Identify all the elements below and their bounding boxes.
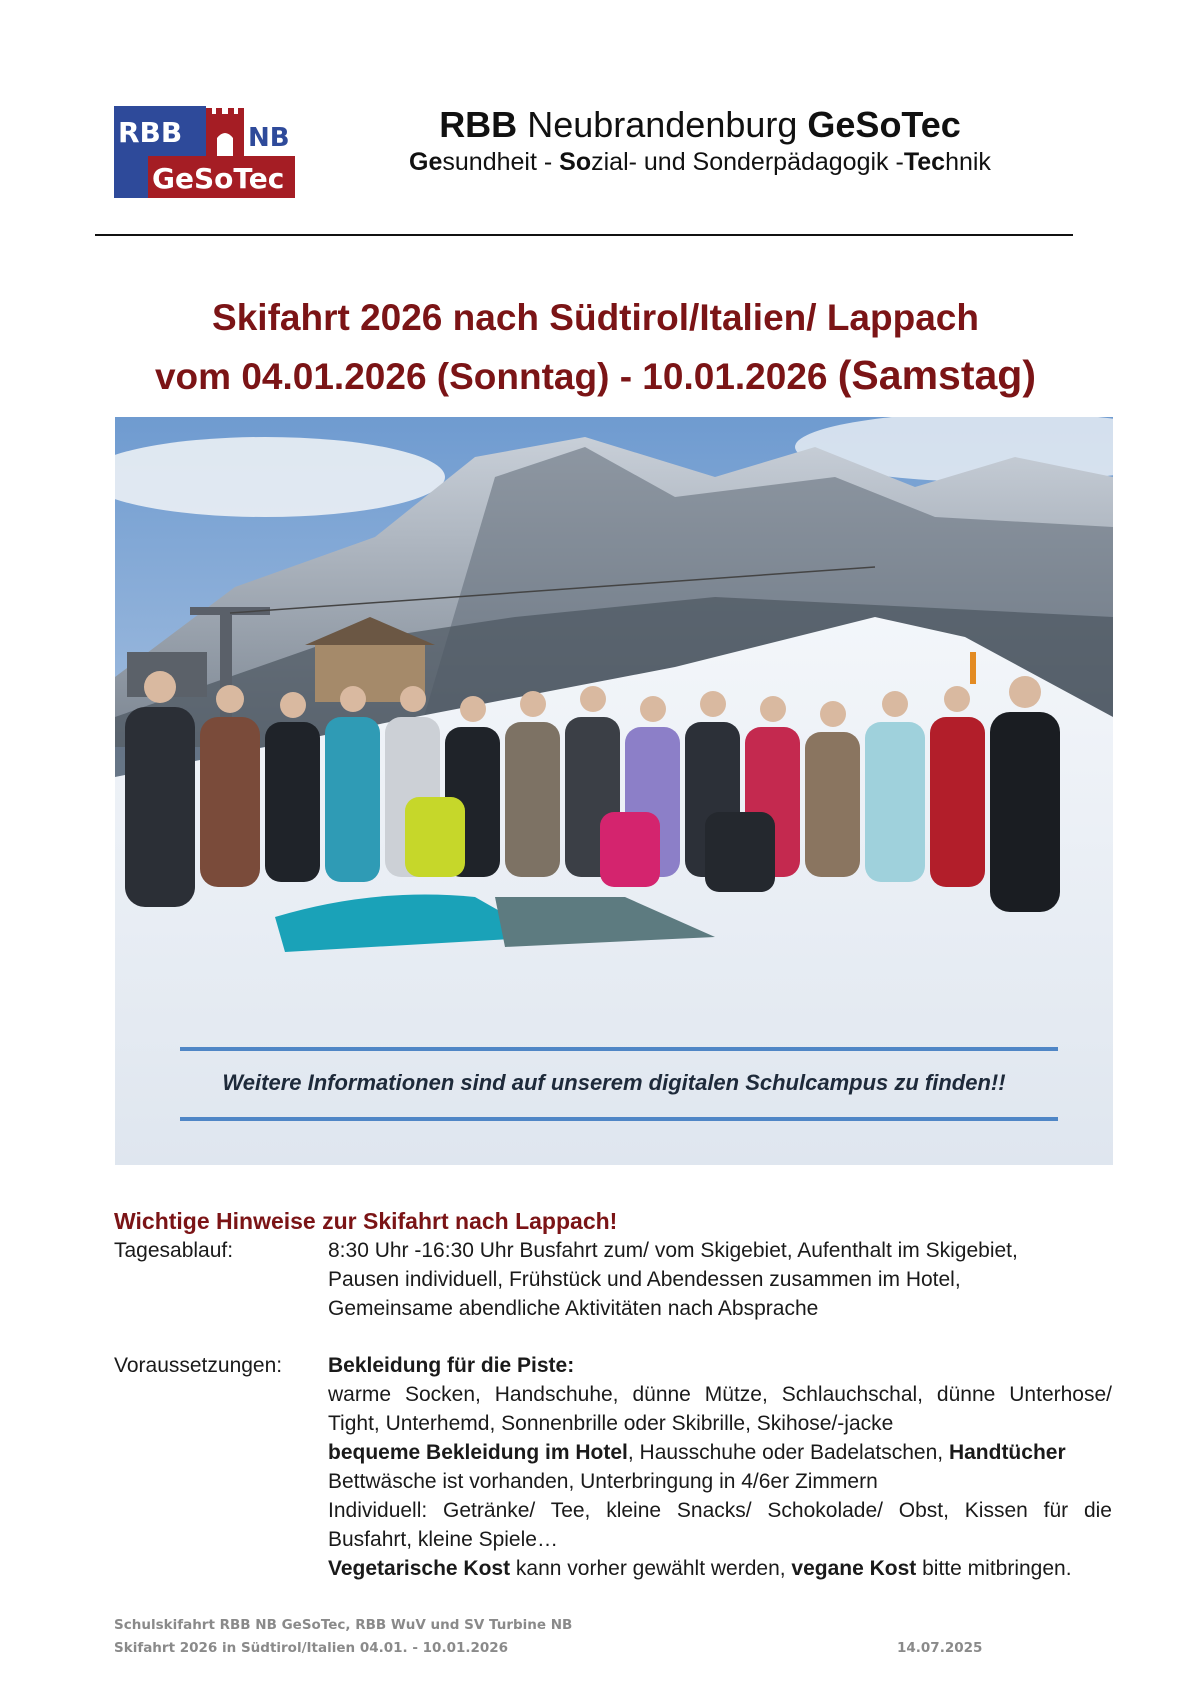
tagesablauf-line: 8:30 Uhr -16:30 Uhr Busfahrt zum/ vom Skigebiet, Aufenthalt im Skigebiet, (328, 1239, 1018, 1262)
piste-line: Tight, Unterhemd, Sonnenbrille oder Skibrille, Skihose/-jacke (328, 1412, 894, 1435)
notes-heading: Wichtige Hinweise zur Skifahrt nach Lappach! (114, 1208, 618, 1234)
banner-top-line (180, 1047, 1058, 1051)
individual-line: Busfahrt, kleine Spiele… (328, 1528, 558, 1551)
voraussetzungen-label: Voraussetzungen: (114, 1354, 283, 1377)
footer-date: 14.07.2025 (897, 1640, 983, 1656)
subtitle-part: hnik (945, 148, 991, 176)
footer-line: Schulskifahrt RBB NB GeSoTec, RBB WuV und SV Turbine NB (114, 1617, 573, 1633)
food-line: Vegetarische Kost kann vorher gewählt werden, vegane Kost bitte mitbringen. (328, 1557, 1072, 1580)
trip-title: Skifahrt 2026 nach Südtirol/Italien/ Lappach (212, 297, 979, 338)
subtitle-part: zial- und Sonderpädagogik - (591, 148, 904, 176)
banner-bottom-line (180, 1117, 1058, 1121)
logo-graphic (114, 106, 295, 198)
footer-line: Skifahrt 2026 in Südtirol/Italien 04.01. - 10.01.2026 (114, 1640, 509, 1656)
tagesablauf-line: Pausen individuell, Frühstück und Abendessen zusammen im Hotel, (328, 1268, 961, 1291)
organization-title: RBB Neubrandenburg GeSoTec (439, 104, 961, 145)
svg-text:NB: NB (248, 123, 290, 153)
info-banner-text: Weitere Informationen sind auf unserem digitalen Schulcampus zu finden!! (222, 1070, 1006, 1095)
school-logo (114, 106, 295, 198)
bed-line: Bettwäsche ist vorhanden, Unterbringung in 4/6er Zimmern (328, 1470, 878, 1493)
subtitle-part: Tec (903, 148, 946, 176)
piste-line: warme Socken, Handschuhe, dünne Mütze, Schlauchschal, dünne Unterhose/ (328, 1383, 1112, 1406)
individual-line: Individuell: Getränke/ Tee, kleine Snacks/ Schokolade/ Obst, Kissen für die (328, 1499, 1112, 1522)
tagesablauf-line: Gemeinsame abendliche Aktivitäten nach Absprache (328, 1297, 819, 1320)
group-photo-ski-slope-icon (115, 417, 1113, 1165)
group-photo (115, 417, 1113, 1165)
organization-subtitle (300, 148, 1100, 177)
subtitle-part: So (559, 148, 592, 176)
svg-text:GeSoTec: GeSoTec (152, 162, 285, 195)
hotel-line: bequeme Bekleidung im Hotel, Hausschuhe oder Badelatschen, Handtücher (328, 1441, 1066, 1464)
header-divider (95, 234, 1073, 236)
svg-text:RBB: RBB (118, 116, 183, 149)
tagesablauf-label: Tagesablauf: (114, 1239, 234, 1262)
subtitle-part: sundheit - (442, 148, 560, 176)
trip-dates: vom 04.01.2026 (Sonntag) - 10.01.2026 (Samstag) (154, 352, 1036, 398)
piste-heading: Bekleidung für die Piste: (328, 1354, 575, 1377)
subtitle-part: Ge (409, 148, 443, 176)
